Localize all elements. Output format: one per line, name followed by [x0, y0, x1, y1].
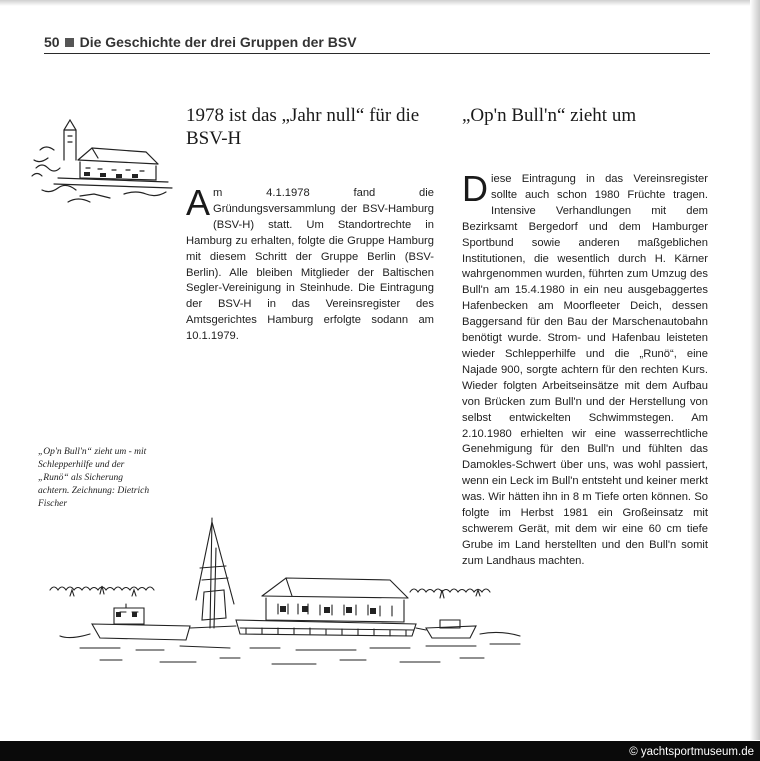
- sketch-barge-tow-icon: [40, 508, 530, 678]
- right-heading: „Op'n Bull'n“ zieht um: [462, 105, 637, 126]
- left-dropcap: A: [186, 182, 211, 223]
- running-header: [44, 31, 710, 54]
- chapter-title: Die Geschichte der drei Gruppen der BSV: [79, 34, 357, 50]
- illustration-caption: „Op'n Bull'n“ zieht um - mit Schlepperhilfe und der „Runö“ als Sicherung achtern. Zeichnung: Dietrich Fischer: [38, 447, 150, 509]
- scan-shadow-right: [750, 0, 760, 740]
- scan-shadow-top: [0, 0, 760, 6]
- left-body-paragraph: [186, 182, 434, 345]
- right-body-text: iese Eintragung in das Vereinsregister sollte auch schon 1980 Früchte tragen. Intensive Verhandlungen mit dem Bezirksamt Bergedorf und dem Hamburger Sportbund sowie anderen maßgeblichen Institutionen, die wesentlich durch H. Kärner wahrgenommen wurden, führten zum Umzug des Bull'n am 15.4.1980 in ein neu ausgebaggertes Hafenbecken am Moorfleeter Deich, dessen Baggersand für den Bau der Marschenautobahn benötigt wurde. Strom- und Hafenbau leisteten wieder Schlepperhilfe und die „Runö“, eine Najade 900, sorgte achtern für den rechten Kurs. Wieder folgten Arbeitseinsätze mit dem Aufbau von Brücken zum Bull'n und der Herstellung von selbst entwickelten Schwimmstegen. Am 2.10.1980 erhielten wir eine wasserrechtliche Genehmigung für den Bull'n und fühlten das Damokles-Schwert über uns, was wohl passiert, wenn ein Leck im Bull'n entsteht und keiner merkt was. Wir hätten ihn in 8 m Tiefe orten können. So folgte im Herbst 1981 ein Großeinsatz mit schwerem Gerät, mit dem wir eine 60 cm tiefe Grube im Land herstellten und den Bull'n somit zum Landhaus machten.: [462, 173, 708, 567]
- watermark: © yachtsportmuseum.de: [629, 746, 754, 758]
- footer-bar: [0, 741, 760, 761]
- page-number: 50: [44, 34, 60, 50]
- left-heading: 1978 ist das „Jahr null“ für die BSV-H: [186, 105, 420, 149]
- left-body-text: m 4.1.1978 fand die Gründungsversammlung der BSV-Hamburg (BSV-H) statt. Um Standortrechte in Hamburg zu erhalten, folgte die Gruppe Hamburg mit diesem Schritt der Gruppe Berlin (BSV-Berlin). Alle bleiben Mitglieder der Baltischen Segler-Vereinigung in Steinhude. Die Eintragung der BSV-H in das Vereinsregister des Amtsgerichtes Hamburg erfolgte sodann am 10.1.1979.: [186, 187, 434, 343]
- header-square-icon: [65, 38, 74, 47]
- right-dropcap: D: [462, 168, 488, 209]
- sketch-building-icon: [28, 112, 180, 210]
